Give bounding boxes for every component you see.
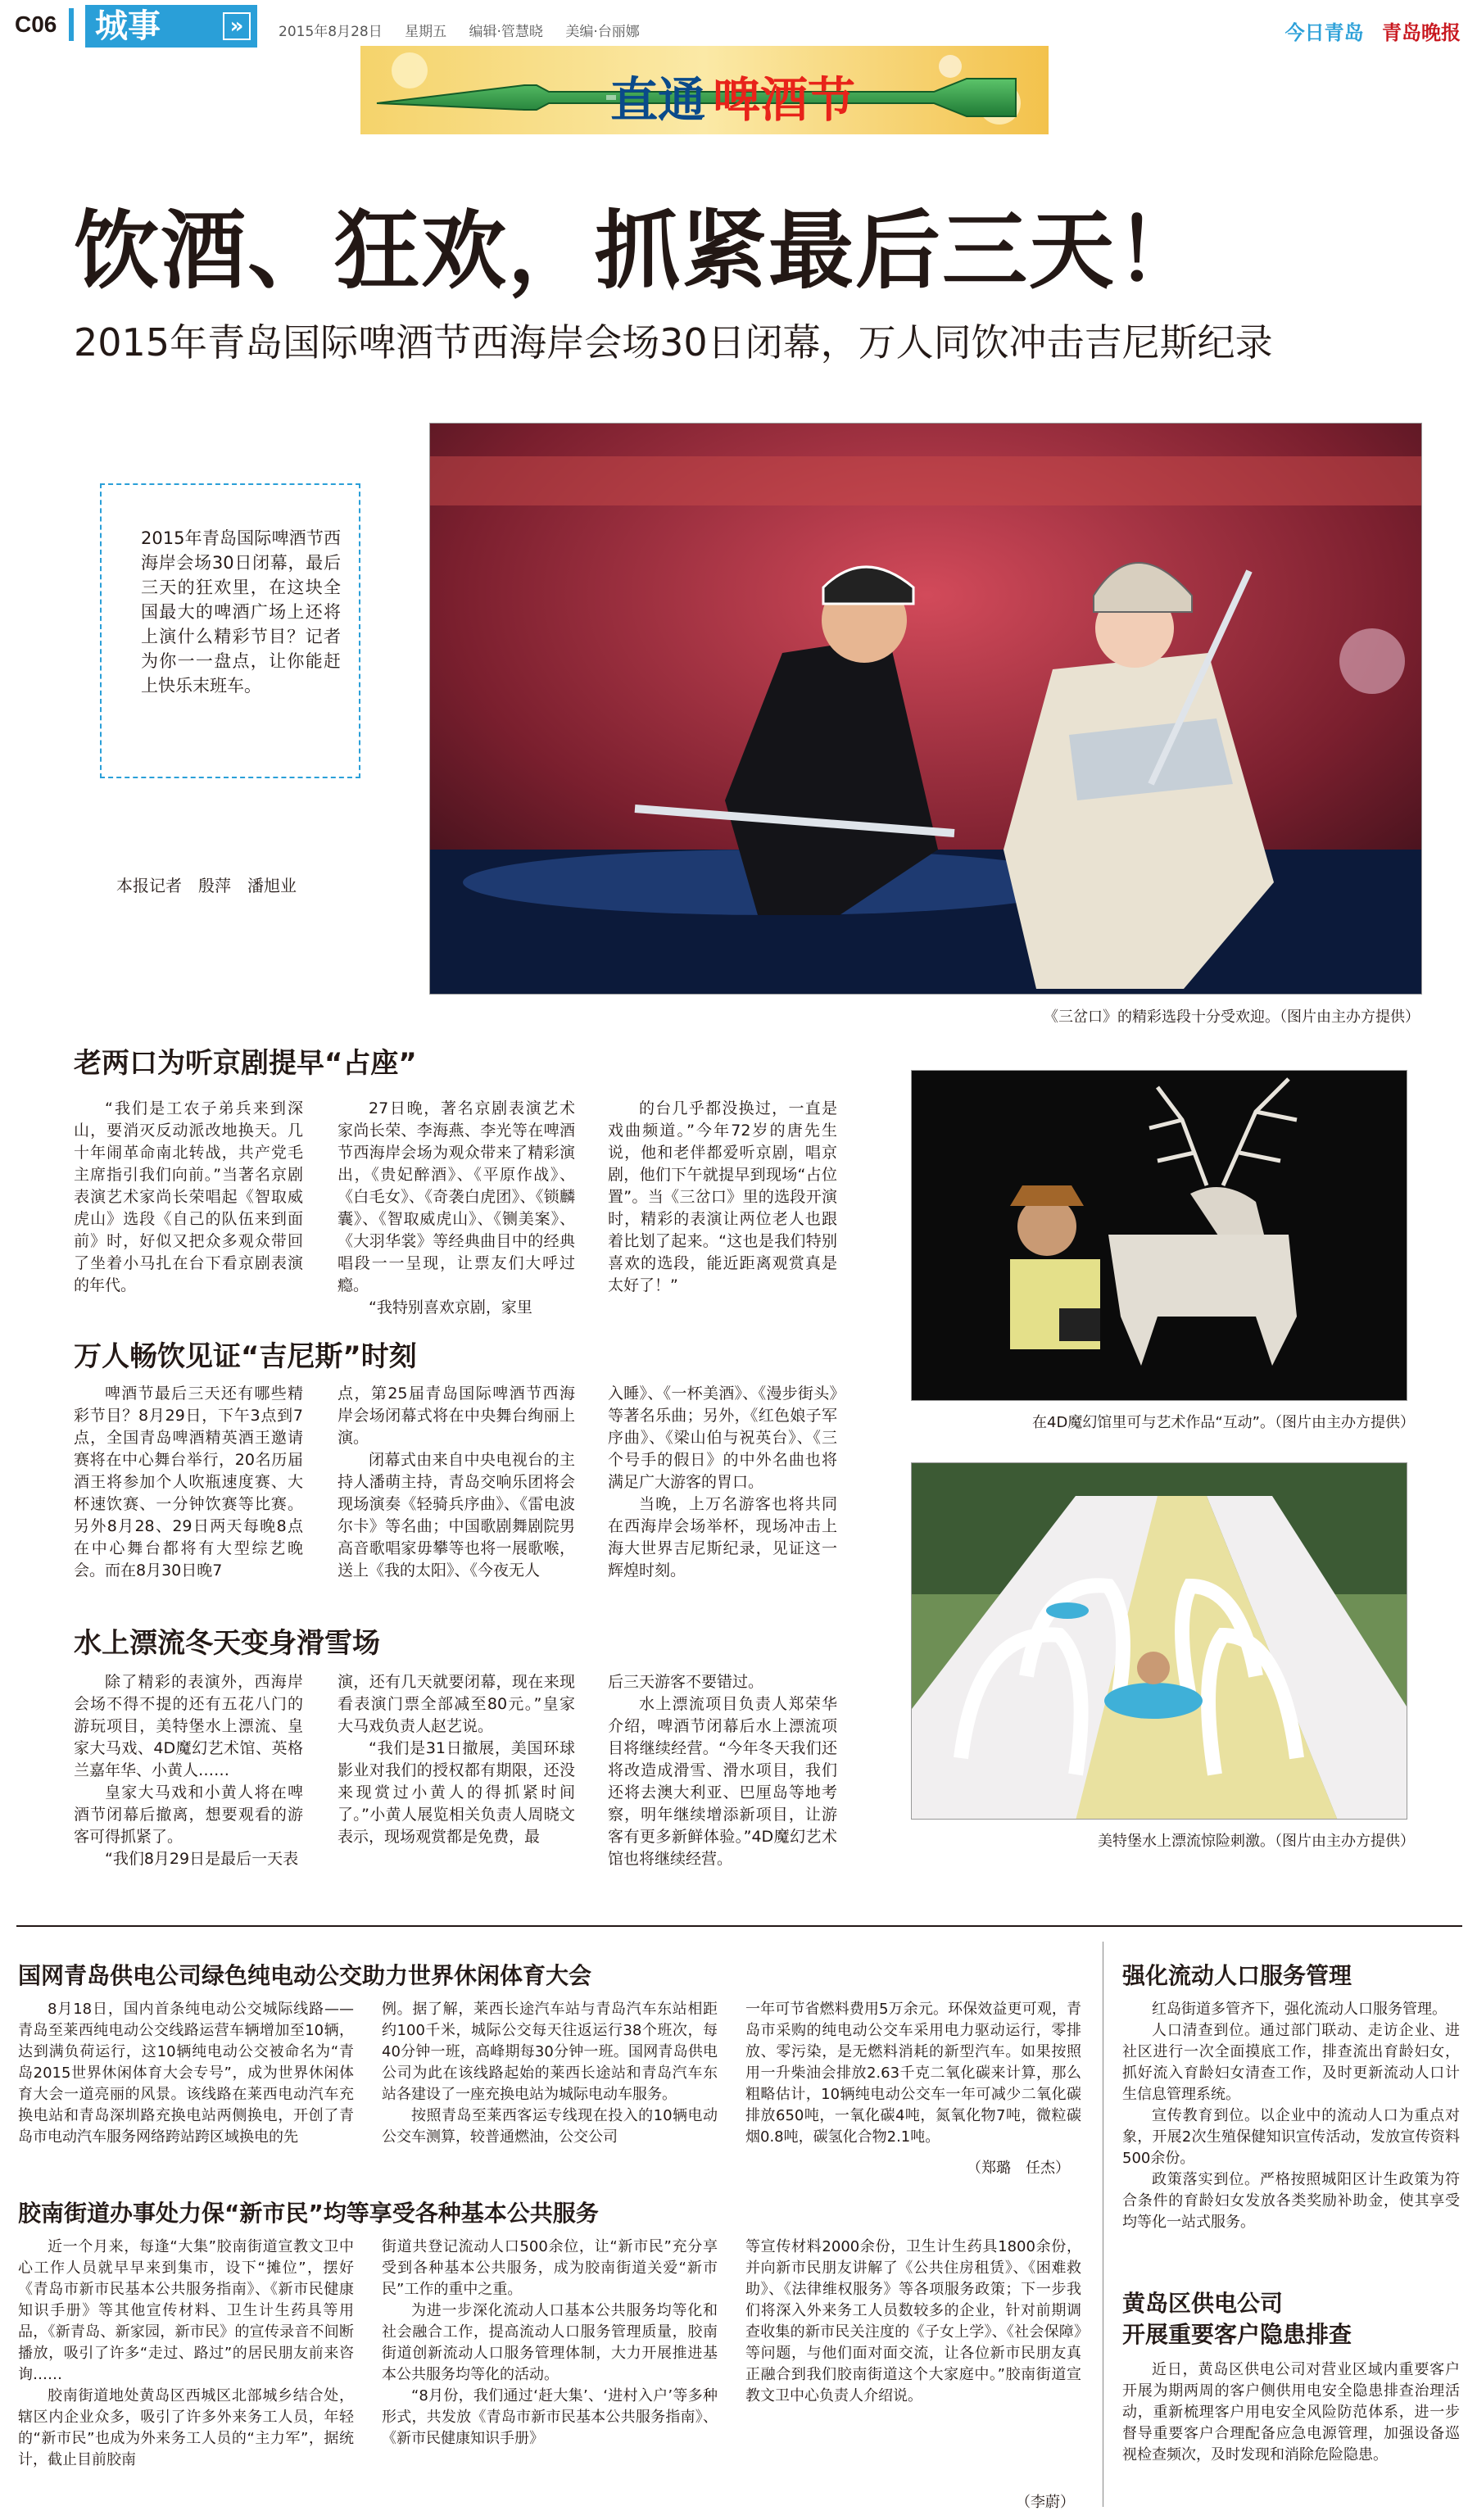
water-slide-photo	[911, 1462, 1407, 1820]
section-label	[85, 5, 257, 48]
double-chevron-icon: »	[223, 12, 251, 40]
header-divider	[69, 8, 74, 41]
page-number: C06	[15, 11, 57, 37]
subheadline: 2015年青岛国际啤酒节西海岸会场30日闭幕，万人同饮冲击吉尼斯纪录	[74, 320, 1273, 365]
news1-col2: 例。据了解，莱西长途汽车站与青岛汽车东站相距约100千米，城际公交每天往返运行38个班次，每40分钟一班，高峰期每30分钟一班。国网青岛供电公司为此在该线路起始的莱西长途站和青岛汽车东站各建设了一座充换电站为城际电动车服务。 按照青岛至莱西客运专线现在投入的10辆电动公交车测算，较普通燃油，公交公司	[382, 2001, 718, 2146]
section2-col1: 啤酒节最后三天还有哪些精彩节目？8月29日，下午3点到7点，全国青岛啤酒精英酒王邀请赛将在中心舞台举行，20名历届酒王将参加个人吹瓶速度赛、大杯速饮赛、一分钟饮赛等比赛。另外8月28、29日两天每晚8点在中心舞台都将有大型综艺晚会。而在8月30日晚7	[74, 1385, 303, 1580]
news4-title-2: 开展重要客户隐患排查	[1122, 2321, 1352, 2348]
news2-col2: 街道共登记流动人口500余位，让“新市民”充分享受到各种基本公共服务，成为胶南街道关爱“新市民”工作的重中之重。 为进一步深化流动人口基本公共服务均等化和社会融合工作，提高流动人口服务管理质量，胶南街道创新流动人口服务管理体制，大力开展推进基本公共服务均等化的活动。 “8月份，我们通过‘赶大集’、‘进村入户’等多种形式，共发放《青岛市新市民基本公共服务指南》、《新市民健康知识手册》	[382, 2238, 718, 2447]
news1-title: 国网青岛供电公司绿色纯电动公交助力世界休闲体育大会	[18, 1962, 592, 1989]
news4-body: 近日，黄岛区供电公司对营业区域内重要客户开展为期两周的客户侧供用电安全隐患排查治理活动，重新梳理客户用电安全风险防范体系，进一步督导重要客户合理配备应急电源管理，加强设备巡视检查频次，及时发现和消除危险隐患。	[1122, 2361, 1460, 2463]
edition-label: 今日青岛	[1284, 21, 1364, 44]
deer-photo-caption: 在4D魔幻馆里可与艺术作品“互动”。（图片由主办方提供）	[1032, 1414, 1415, 1431]
deer-photo	[911, 1070, 1407, 1401]
section-title: 城事	[95, 7, 161, 45]
section2-col2: 点，第25届青岛国际啤酒节西海岸会场闭幕式将在中央舞台绚丽上演。 闭幕式由来自中央电视台的主持人潘萌主持，青岛交响乐团将会现场演奏《轻骑兵序曲》、《雷电波尔卡》等名曲；中国歌剧舞剧院男高音歌唱家毋攀等也将一展歌喉，送上《我的太阳》、《今夜无人	[338, 1385, 575, 1580]
designer-credit: 美编·台丽娜	[565, 24, 640, 40]
news3-body: 红岛街道多管齐下，强化流动人口服务管理。 人口清查到位。通过部门联动、走访企业、进社区进行一次全面摸底工作，排查流出育龄妇女，抓好流入育龄妇女清查工作，及时更新流动人口计生信息管理系统。 宣传教育到位。以企业中的流动人口为重点对象，开展2次生殖保健知识宣传活动，发放宣传资料500余份。 政策落实到位。严格按照城阳区计生政策为符合条件的育龄妇女发放各类奖励补助金，使其享受均等化一站式服务。	[1122, 2001, 1460, 2231]
intro-box: 2015年青岛国际啤酒节西海岸会场30日闭幕，最后三天的狂欢里，在这块全国最大的啤酒广场上还将上演什么精彩节目？记者为你一一盘点，让你能赶上快乐末班车。	[100, 483, 360, 778]
section1-col2: 27日晚，著名京剧表演艺术家尚长荣、李海燕、李光等在啤酒节西海岸会场为观众带来了精彩演出，《贵妃醉酒》、《平原作战》、《白毛女》、《奇袭白虎团》、《锁麟囊》、《智取威虎山》、《铡美案》、《大羽华裳》等经典曲目中的经典唱段一一呈现，让票友们大呼过瘾。 “我特别喜欢京剧，家里	[338, 1099, 575, 1317]
byline: 本报记者 殷萍 潘旭业	[116, 876, 297, 895]
news3-title: 强化流动人口服务管理	[1122, 1962, 1352, 1989]
water-slide-scene	[912, 1463, 1407, 1820]
section2-title: 万人畅饮见证“吉尼斯”时刻	[74, 1340, 417, 1373]
header-meta	[279, 20, 658, 40]
section3-title: 水上漂流冬天变身滑雪场	[74, 1627, 380, 1660]
news2-title: 胶南街道办事处力保“新市民”均等享受各种基本公共服务	[18, 2200, 599, 2227]
issue-weekday: 星期五	[405, 24, 447, 40]
masthead-right	[1285, 16, 1461, 45]
news2-col3: 等宣传材料2000余份，卫生计生药具1800余份，并向新市民朋友讲解了《公共住房租赁》、《困难救助》、《法律维权服务》等各项服务政策；下一步我们将深入外来务工人员数较多的企业，针对前期调查收集的新市民关注度的《子女上学》、《社会保障》等问题，与他们面对面交流，让各位新市民朋友真正融合到我们胶南街道这个大家庭中。”胶南街道宣教文卫中心负责人介绍说。	[745, 2238, 1081, 2404]
section3-col1: 除了精彩的表演外，西海岸会场不得不提的还有五花八门的游玩项目，美特堡水上漂流、皇家大马戏、4D魔幻艺术馆、英格兰嘉年华、小黄人…… 皇家大马戏和小黄人将在啤酒节闭幕后撤离，想要观看的游客可得抓紧了。 “我们8月29日是最后一天表	[74, 1673, 303, 1868]
water-slide-caption: 美特堡水上漂流惊险刺激。（图片由主办方提供）	[1098, 1833, 1415, 1850]
news2-signature: （李蔚）	[1016, 2494, 1075, 2511]
beer-festival-banner	[360, 46, 1049, 134]
main-photo-caption: 《三岔口》的精彩选段十分受欢迎。（图片由主办方提供）	[1044, 1008, 1420, 1026]
bottom-divider	[16, 1925, 1462, 1927]
section1-title: 老两口为听京剧提早“占座”	[74, 1047, 417, 1080]
editor-credit: 编辑·管慧晓	[469, 24, 543, 40]
news1-col1: 8月18日，国内首条纯电动公交城际线路——青岛至莱西纯电动公交线路运营车辆增加至10辆，达到满负荷运行，这10辆纯电动公交被命名为“青岛2015世界休闲体育大会专号”，成为世界休闲体育大会一道亮丽的风景。该线路在莱西电动汽车充换电站和青岛深圳路充换电站两侧换电，开创了青岛市电动汽车服务网络跨站跨区域换电的先	[18, 2001, 354, 2146]
main-photo-opera	[429, 423, 1422, 995]
news1-signature: （郑璐 任杰）	[967, 2160, 1070, 2177]
section3-col2: 演，还有几天就要闭幕，现在来现看表演门票全部减至80元。”皇家大马戏负责人赵艺说。 “我们是31日撤展，美国环球影业对我们的授权都有期限，还没来现赏过小黄人的得抓紧时间了。”小黄人展览相关负责人周晓文表示，现场观赏都是免费，最	[338, 1673, 575, 1846]
opera-scene	[430, 424, 1422, 995]
headline: 饮酒、狂欢，抓紧最后三天！	[74, 201, 1203, 301]
section1-col1: “我们是工农子弟兵来到深山，要消灭反动派改地换天。几十年闹革命南北转战，共产党毛主席指引我们向前。”当著名京剧表演艺术家尚长荣唱起《智取威虎山》选段《自己的队伍来到面前》时，好似又把众多观众带回了坐着小马扎在台下看京剧表演的年代。	[74, 1099, 303, 1294]
banner-text-2: 啤酒节	[713, 72, 856, 128]
section1-col3: 的台几乎都没换过，一直是戏曲频道。”今年72岁的唐先生说，他和老伴都爱听京剧，唱京剧，他们下午就提早到现场“占位置”。当《三岔口》里的选段开演时，精彩的表演让两位老人也跟着比划了起来。“这也是我们特别喜欢的选段，能近距离观赏真是太好了！”	[608, 1099, 837, 1294]
section3-col3: 后三天游客不要错过。 水上漂流项目负责人郑荣华介绍，啤酒节闭幕后水上漂流项目将继续经营。“今年冬天我们还将改造成滑雪、滑水项目，我们还将去澳大利亚、巴厘岛等地考察，明年继续增添新项目，让游客有更多新鲜体验。”4D魔幻艺术馆也将继续经营。	[608, 1673, 837, 1868]
issue-date: 2015年8月28日	[279, 24, 383, 40]
paper-logo: 青岛晚报	[1382, 21, 1461, 44]
deer-scene	[912, 1071, 1407, 1401]
news1-col3: 一年可节省燃料费用5万余元。环保效益更可观，青岛市采购的纯电动公交车采用电力驱动运行，零排放、零污染，是无燃料消耗的新型汽车。如果按照用一升柴油会排放2.63千克二氧化碳来计算，那么粗略估计，10辆纯电动公交车一年可减少二氧化碳排放650吨，一氧化碳4吨，氮氧化物7吨，微粒碳烟0.8吨，碳氢化合物2.1吨。	[745, 2001, 1081, 2146]
news2-col1: 近一个月来，每逢“大集”胶南街道宣教文卫中心工作人员就早早来到集市，设下“摊位”，摆好《青岛市新市民基本公共服务指南》、《新市民健康知识手册》等其他宣传材料、卫生计生药具等用品，《新青岛、新家园，新市民》的宣传录音不间断播放，吸引了许多“走过、路过”的居民朋友前来咨询…… 胶南街道地处黄岛区西城区北部城乡结合处，辖区内企业众多，吸引了许多外来务工人员，年轻的“新市民”也成为外来务工人员的“主力军”，据统计，截止目前胶南	[18, 2238, 354, 2468]
section2-col3: 入睡》、《一杯美酒》、《漫步街头》等著名乐曲；另外，《红色娘子军序曲》、《梁山伯与祝英台》、《三个号手的假日》的中外名曲也将满足广大游客的胃口。 当晚，上万名游客也将共同在西海岸会场举杯，现场冲击上海大世界吉尼斯纪录，见证这一辉煌时刻。	[608, 1385, 837, 1580]
banner-text-1: 直通	[610, 72, 706, 128]
news4-title-1: 黄岛区供电公司	[1122, 2290, 1284, 2317]
